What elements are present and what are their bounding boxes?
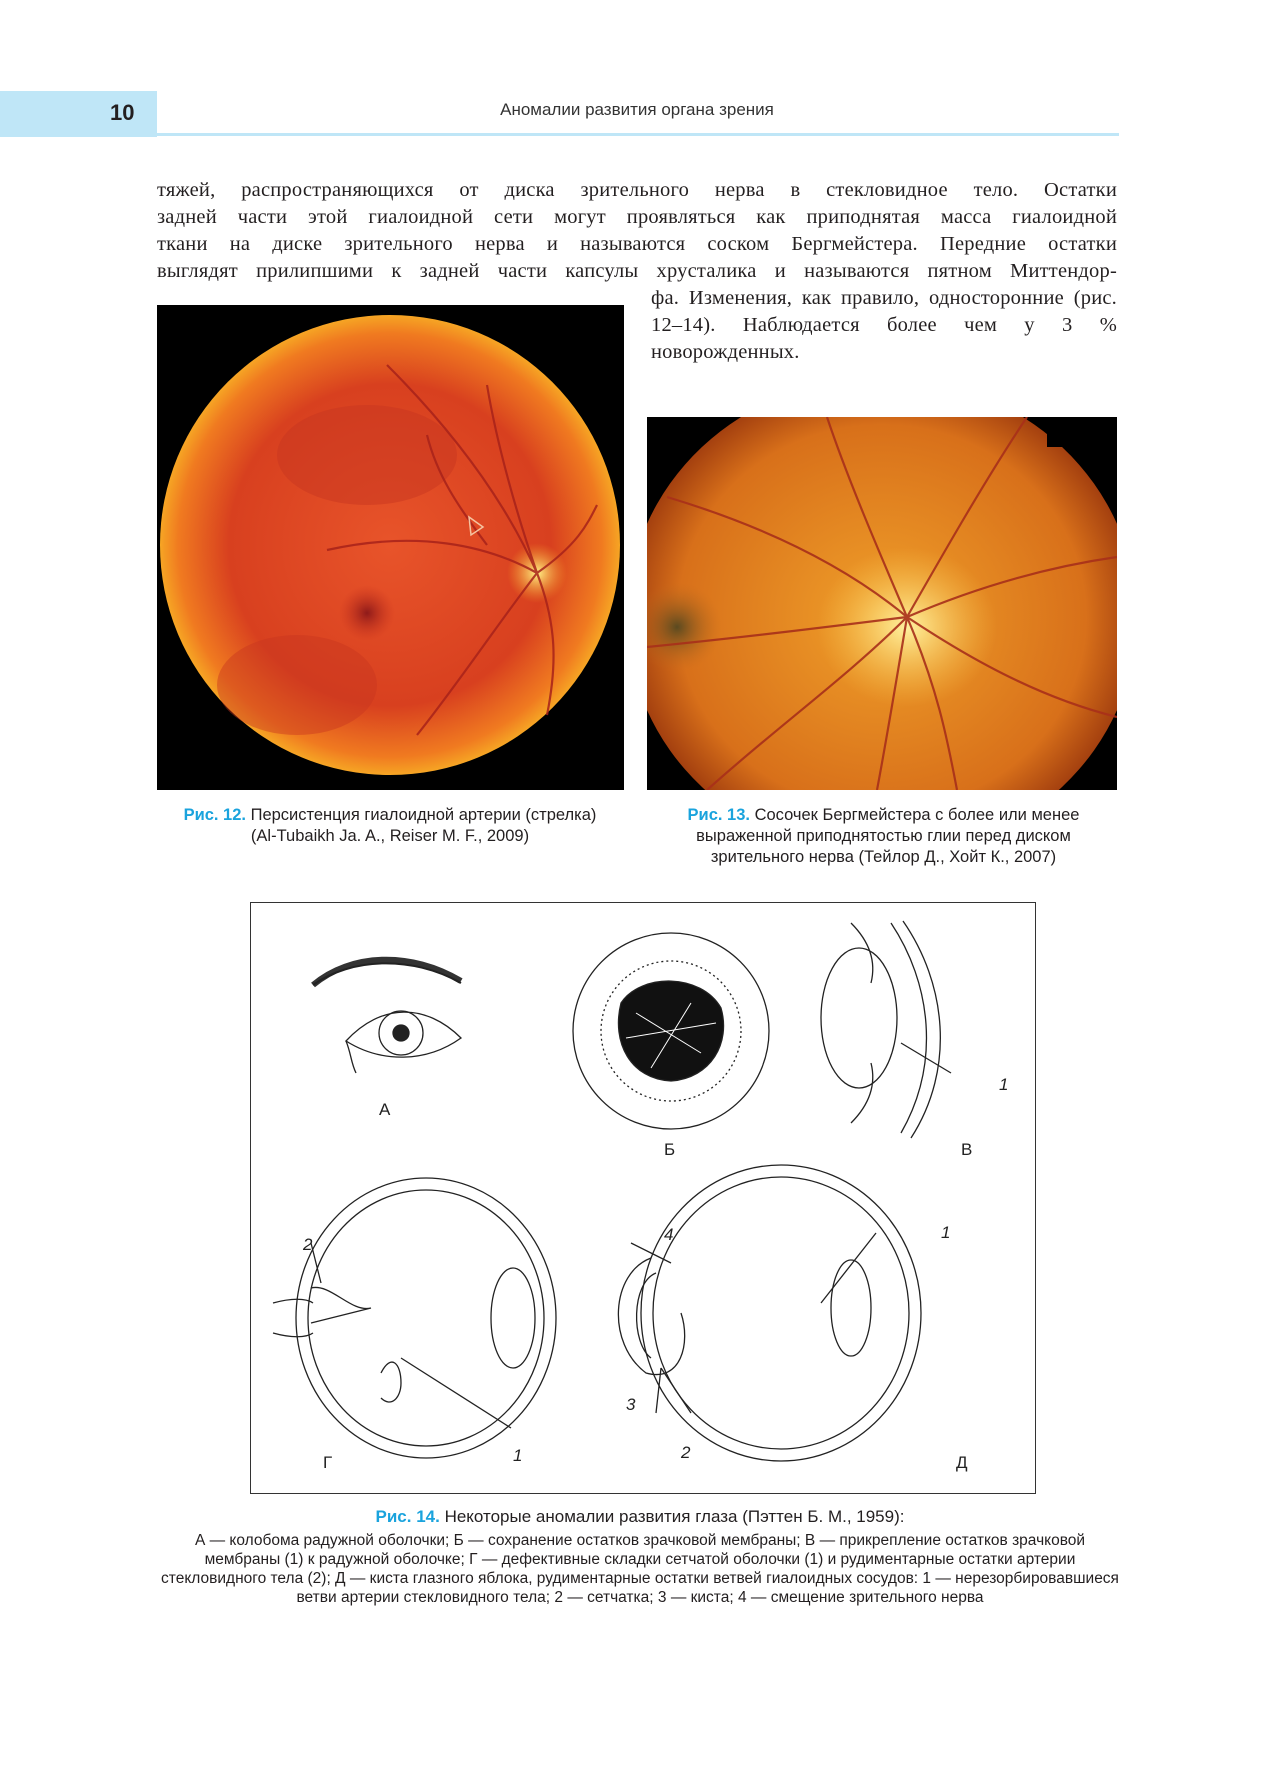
- panel-g-eyeball-drawing: [273, 1178, 556, 1458]
- fundus-image-12: [157, 305, 624, 790]
- panel-g-num-1: 1: [513, 1446, 523, 1465]
- panel-g-num-2: 2: [303, 1235, 313, 1254]
- running-head: Аномалии развития органа зрения: [500, 100, 774, 119]
- body-line-1: тяжей, распространяющихся от диска зрительного нерва в стекловидное тело. Остатки: [157, 179, 1117, 201]
- body-line-3: ткани на диске зрительного нерва и называются соском Бергмейстера. Передние остатки: [157, 233, 1117, 255]
- figure-14-caption: [160, 1506, 1120, 1607]
- fundus-image-13: [647, 417, 1117, 790]
- figure-13-fundus-photo: [647, 417, 1117, 790]
- header-rule: [157, 133, 1119, 136]
- panel-b-iris-drawing: [573, 933, 769, 1129]
- figure-12-fundus-photo: [157, 305, 624, 790]
- body-line-4: выглядят прилипшими к задней части капсулы хрусталика и называются пятном Миттендор-: [157, 260, 1117, 282]
- figure-14-caption-title-line: [160, 1506, 1120, 1528]
- figure-14-frame: [250, 902, 1036, 1494]
- body-right-paragraph: фа. Изменения, как правило, односторонние (рис. 12–14). Наблюдается более чем у 3 % новорожденных.: [651, 287, 1117, 363]
- panel-b-label: Б: [664, 1140, 676, 1159]
- figure-14-label: Рис. 14.: [375, 1507, 440, 1526]
- panel-d-num-4: 4: [664, 1225, 674, 1244]
- body-line-2: задней части этой гиалоидной сети могут проявляться как приподнятая масса гиалоидной: [157, 206, 1117, 228]
- figure-12-label: Рис. 12.: [183, 806, 246, 824]
- page-number: 10: [110, 100, 135, 125]
- figure-12-caption: [180, 805, 600, 847]
- figure-13-caption-text: Сосочек Бергмейстера с более или менее выраженной приподнятостью глии перед диском зрительного нерва (Тейлор Д., Хойт К., 2007): [696, 806, 1080, 866]
- panel-a-label: А: [379, 1100, 391, 1119]
- panel-a-eye-drawing: [313, 960, 461, 1073]
- figure-14-caption-body: А — колобома радужной оболочки; Б — сохранение остатков зрачковой мембраны; В — прикрепление остатков зрачковой мембраны (1) к радужной оболочке; Г — дефективные складки сетчатой оболочки (1) и рудиментарные остатки артерии стекловидного тела (2); Д — киста глазного яблока, рудиментарные остатки ветвей гиалоидных сосудов: 1 — нерезорбировавшиеся ветви артерии стекловидного тела; 2 — сетчатка; 3 — киста; 4 — смещение зрительного нерва: [161, 1532, 1119, 1606]
- panel-g-label: Г: [323, 1453, 333, 1472]
- panel-d-num-2: 2: [681, 1443, 691, 1462]
- panel-v-label: В: [961, 1140, 973, 1159]
- figure-13-label: Рис. 13.: [687, 806, 750, 824]
- panel-d-num-1: 1: [941, 1223, 951, 1242]
- figure-13-caption: [650, 805, 1117, 868]
- panel-d-eyeball-drawing: [618, 1165, 921, 1461]
- panel-v-lens-drawing: [821, 921, 951, 1138]
- figure-12-caption-text: Персистенция гиалоидной артерии (стрелка) (Al-Tubaikh Ja. A., Reiser M. F., 2009): [246, 806, 597, 845]
- figure-14-caption-title: Некоторые аномалии развития глаза (Пэттен Б. М., 1959):: [439, 1507, 905, 1526]
- panel-d-label: Д: [956, 1453, 968, 1472]
- panel-v-num-1: 1: [999, 1075, 1009, 1094]
- figure-14-drawings: [251, 903, 1035, 1493]
- panel-d-num-3: 3: [626, 1395, 636, 1414]
